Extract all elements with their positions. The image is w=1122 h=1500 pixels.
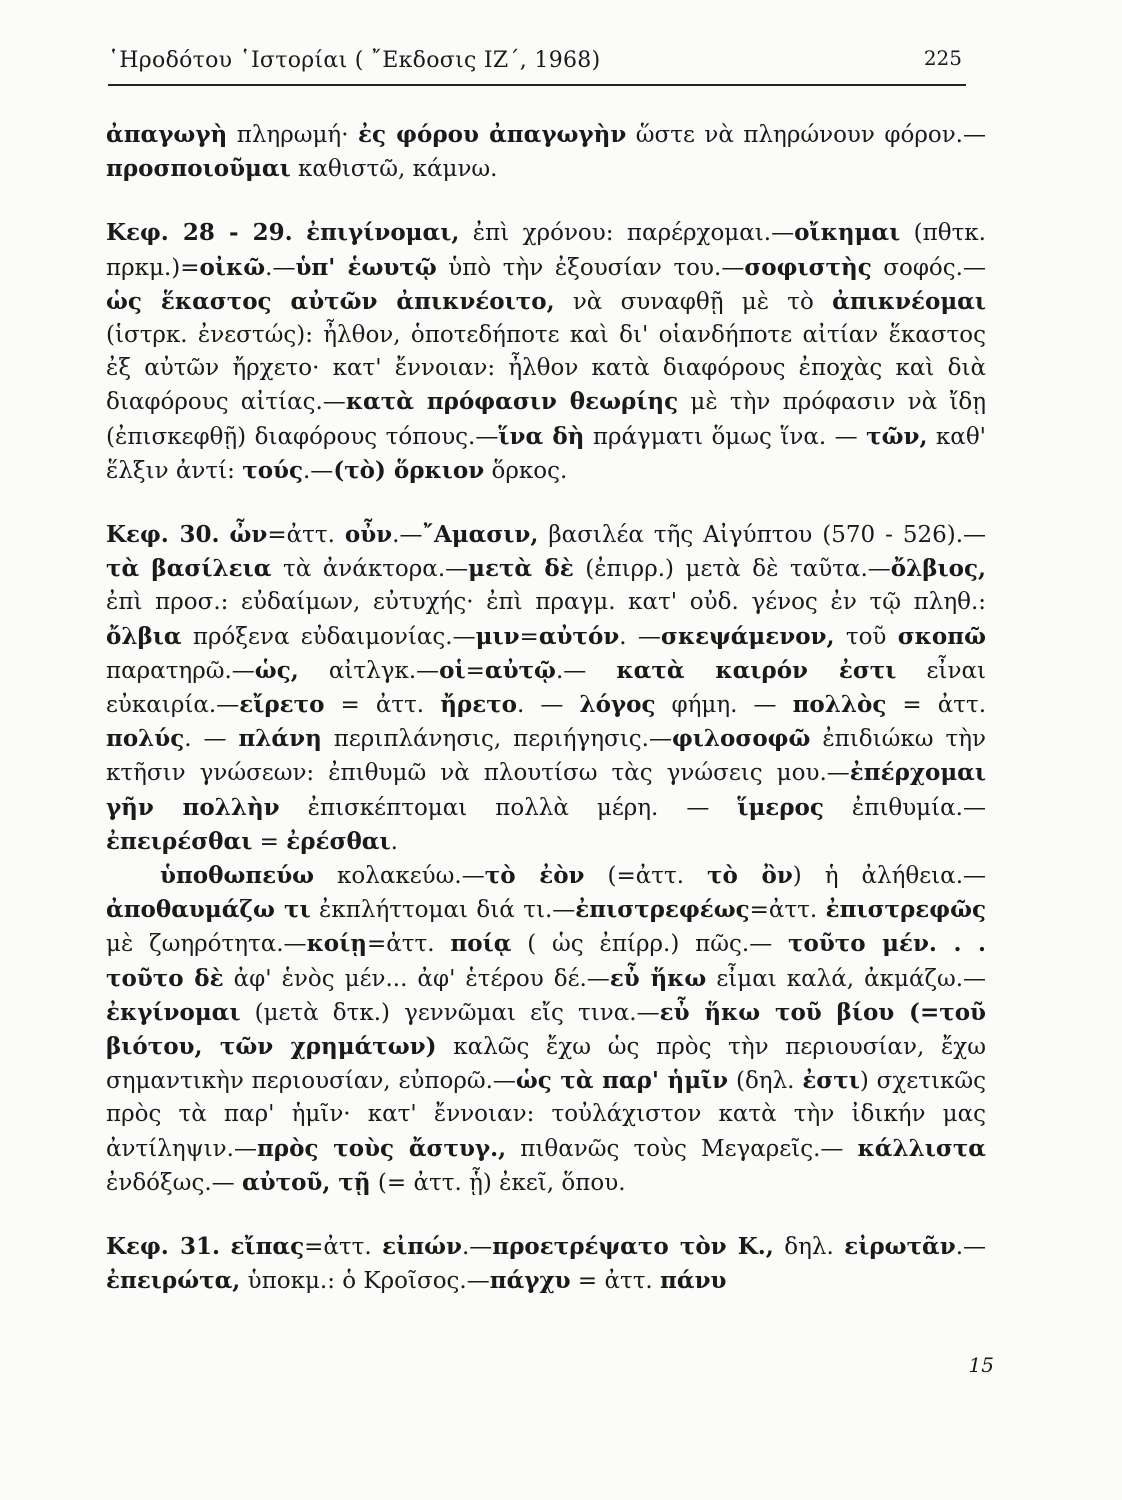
- gloss-text: =ἀττ.: [267, 522, 345, 549]
- running-title: ῾Ηροδότου ῾Ιστορίαι ( ῎Εκδοσις ΙΖ΄, 1968): [108, 48, 601, 73]
- headword: ἐπιγίνομαι,: [306, 219, 460, 247]
- headword: κατὰ καιρόν ἐστι: [616, 656, 897, 684]
- headword: ἐρέσθαι: [286, 827, 391, 855]
- gloss-text: [220, 1234, 230, 1260]
- gloss-text: .—: [555, 657, 617, 684]
- headword: αὐτῷ: [484, 656, 556, 684]
- gloss-text: τὰ ἀνάκτορα.—: [271, 556, 469, 583]
- headword: ῎Αμασιν,: [422, 521, 539, 549]
- headword: κατὰ πρόφασιν θεωρίης: [345, 388, 679, 416]
- gloss-text: ἐνδόξως.—: [106, 1169, 242, 1196]
- gloss-text: =ἀττ.: [749, 897, 826, 924]
- gloss-text: εἶναι εὐκαιρία.—: [106, 657, 986, 719]
- headword: τοῦτο μέν. . . τοῦτο δὲ: [106, 930, 986, 992]
- headword: σκοπῶ: [897, 622, 986, 650]
- gloss-text: κολακεύω.—: [314, 863, 485, 890]
- page-body: [106, 118, 986, 1299]
- headword: εἴρετο: [239, 691, 325, 719]
- glossary-paragraph: [106, 118, 986, 186]
- headword: πρὸς τοὺς ἄστυγ.,: [256, 1134, 507, 1162]
- gloss-text: ἐπισκέπτομαι πολλὰ μέρη. —: [279, 794, 738, 821]
- headword: ὑπ' ἑωυτῷ: [295, 253, 437, 281]
- gloss-text: ) ἡ ἀλήθεια.—: [792, 863, 987, 890]
- gloss-text: πρόξενα εὐδαιμονίας.—: [181, 623, 476, 650]
- gloss-text: μὲ ζωηρότητα.—: [106, 931, 307, 958]
- printer-signature-mark: 15: [968, 1353, 994, 1377]
- gloss-text: πράγματι ὅμως ἵνα. —: [584, 423, 867, 450]
- headword: Κεφ. 31.: [106, 1233, 220, 1261]
- headword: ἐπέρχομαι γῆν πολλὴν: [106, 759, 986, 821]
- headword: τὰ βασίλεια: [106, 555, 272, 583]
- gloss-text: πληρωμή·: [227, 122, 358, 148]
- headword: ὄλβιος,: [890, 555, 986, 583]
- headword: οἴκημαι: [794, 219, 901, 247]
- headword: εὖ ἥκω τοῦ βίου (=τοῦ βιότου, τῶν χρημάτων): [106, 998, 986, 1061]
- headword: προετρέψατο τὸν Κ.,: [492, 1233, 774, 1261]
- headword: κάλλιστα: [857, 1134, 987, 1162]
- running-header: [108, 44, 966, 86]
- headword: ἐπιστρεφέως: [575, 896, 750, 924]
- headword: τούς: [242, 456, 303, 484]
- headword: ὡς,: [254, 656, 299, 684]
- gloss-text: (μετὰ δτκ.) γεννῶμαι εἴς τινα.—: [240, 999, 660, 1026]
- headword: ποίᾳ: [450, 930, 512, 958]
- gloss-text: βασιλέα τῆς Αἰγύπτου (570 - 526).—: [538, 522, 987, 549]
- gloss-text: .: [390, 828, 398, 855]
- headword: πολύς: [106, 725, 185, 753]
- gloss-text: (= ἀττ. ᾗ) ἐκεῖ, ὅπου.: [370, 1169, 626, 1196]
- gloss-text: (πθτκ. πρκμ.)=: [106, 220, 986, 281]
- headword: αὐτόν: [538, 622, 620, 650]
- headword: σκεψάμενον,: [660, 622, 835, 650]
- gloss-text: καθ' ἕλξιν ἀντί:: [106, 423, 987, 484]
- headword: Κεφ. 30.: [106, 521, 220, 549]
- headword: ἀποθαυμάζω τι: [106, 896, 311, 924]
- headword: ὡς τὰ παρ' ἡμῖν: [515, 1067, 729, 1095]
- headword: κοίῃ: [306, 930, 367, 958]
- gloss-text: =: [519, 623, 539, 650]
- headword: οἰκῶ: [199, 253, 266, 281]
- gloss-text: ὑπὸ τὴν ἐξουσίαν του.—: [436, 254, 745, 281]
- headword: ἐστι: [802, 1067, 860, 1095]
- gloss-text: ἐκπλήττομαι διά τι.—: [310, 897, 576, 924]
- headword: αὐτοῦ, τῇ: [241, 1168, 371, 1196]
- headword: εἰρωτᾶν: [844, 1233, 956, 1261]
- headword: οὖν: [344, 521, 393, 549]
- headword: πάνυ: [660, 1267, 727, 1295]
- gloss-text: (δηλ.: [728, 1068, 803, 1095]
- headword: προσποιοῦμαι: [106, 155, 291, 183]
- gloss-text: εἶμαι καλά, ἀκμάζω.—: [706, 965, 987, 992]
- gloss-text: φήμη. —: [655, 692, 793, 719]
- gloss-text: ( ὡς ἐπίρρ.) πῶς.—: [511, 931, 789, 958]
- gloss-text: καθιστῶ, κάμνω.: [290, 156, 498, 183]
- headword: οἱ: [439, 656, 466, 684]
- gloss-text: σοφός.—: [871, 254, 986, 281]
- gloss-text: πιθανῶς τοὺς Μεγαρεῖς.—: [506, 1135, 858, 1162]
- headword: φιλοσοφῶ: [671, 725, 811, 753]
- headword: ἤρετο: [440, 691, 518, 719]
- gloss-text: ἐπὶ χρόνου: παρέρχομαι.—: [459, 220, 795, 247]
- gloss-text: καλῶς ἔχω ὡς πρὸς τὴν περιουσίαν, ἔχω σημαντικὴν περιουσίαν, εὐπορῶ.—: [106, 1034, 986, 1095]
- headword: ἐπειρώτα,: [106, 1267, 241, 1295]
- gloss-text: ἐπὶ προσ.: εὐδαίμων, εὐτυχής· ἐπὶ πραγμ. κατ' οὐδ. γένος ἐν τῷ πληθ.:: [106, 589, 986, 616]
- gloss-text: περιπλάνησις, περιήγησις.—: [321, 726, 672, 753]
- headword: εἴπας: [230, 1233, 305, 1261]
- gloss-text: ὅρκος.: [484, 457, 568, 484]
- headword: λόγος: [579, 691, 656, 719]
- headword: ἐς φόρου ἀπαγωγὴν: [358, 121, 627, 148]
- gloss-text: . —: [184, 726, 239, 753]
- gloss-text: τοῦ: [834, 623, 898, 650]
- gloss-text: (=ἀττ.: [584, 863, 707, 890]
- headword: ἀπικνέομαι: [832, 287, 986, 315]
- gloss-text: ) σχετικῶς πρὸς τὰ παρ' ἡμῖν· κατ' ἔννοιαν: τοὐλάχιστον κατὰ τὴν ἰδικήν μας ἀντίληψιν.—: [106, 1068, 986, 1162]
- headword: ἵμερος: [737, 793, 824, 821]
- headword: μετὰ δὲ: [468, 555, 574, 583]
- headword: πάγχυ: [489, 1267, 571, 1295]
- gloss-text: . —: [517, 692, 580, 719]
- gloss-text: νὰ συναφθῇ μὲ τὸ: [554, 288, 833, 315]
- gloss-text: =ἀττ.: [367, 931, 451, 958]
- headword: ὑποθωπεύω: [160, 862, 315, 890]
- headword: εὖ ἥκω: [609, 964, 707, 992]
- gloss-text: =ἀττ.: [304, 1234, 383, 1261]
- headword: ἐκγίνομαι: [106, 998, 241, 1026]
- gloss-text: παρατηρῶ.—: [106, 657, 255, 684]
- gloss-text: ἀφ' ἑνὸς μέν... ἀφ' ἑτέρου δέ.—: [223, 965, 610, 992]
- chapter-30-continuation-paragraph: [106, 859, 986, 1200]
- gloss-text: .—: [265, 254, 296, 281]
- headword: τὸ ὂν: [707, 862, 793, 890]
- headword: ἀπαγωγὴ: [106, 121, 228, 148]
- page-number: 225: [923, 46, 962, 70]
- gloss-text: μὲ τὴν πρόφασιν νὰ ἴδῃ (ἐπισκεφθῇ) διαφόρους τόπους.—: [106, 389, 986, 450]
- headword: τὸ ἐὸν: [484, 862, 585, 890]
- chapter-31-paragraph: [106, 1230, 986, 1298]
- headword: ἵνα δὴ: [498, 422, 585, 450]
- gloss-text: [293, 220, 306, 246]
- gloss-text: δηλ.: [773, 1234, 845, 1261]
- gloss-text: ὑποκμ.: ὁ Κροῖσος.—: [240, 1268, 490, 1295]
- headword: ἐπιστρεφῶς: [825, 896, 986, 924]
- headword: Κεφ. 28 - 29.: [106, 219, 293, 247]
- gloss-text: =: [252, 828, 287, 855]
- gloss-text: .—: [461, 1234, 493, 1261]
- gloss-text: = ἀττ.: [886, 692, 987, 719]
- headword: ὄλβια: [106, 622, 182, 650]
- headword: πλάνη: [238, 725, 322, 753]
- gloss-text: = ἀττ.: [324, 692, 441, 719]
- gloss-text: [219, 522, 229, 548]
- gloss-text: (ἱστρκ. ἐνεστώς): ἦλθον, ὁποτεδήποτε καὶ δι' οἱανδήποτε αἰτίαν ἕκαστος ἐξ αὐτῶν ἤρχετο· κατ' ἔννοιαν: ἦλθον κατὰ διαφόρους ἐποχὰς καὶ διὰ διαφόρους αἰτίας.—: [106, 322, 986, 416]
- chapter-28-29-paragraph: [106, 216, 986, 488]
- headword: ὦν: [229, 521, 268, 549]
- gloss-text: .—: [392, 522, 423, 549]
- gloss-text: αἰτλγκ.—: [298, 657, 440, 684]
- headword: ἐπειρέσθαι: [106, 827, 253, 855]
- headword: ὡς ἕκαστος αὐτῶν ἀπικνέοιτο,: [106, 287, 555, 315]
- headword: τῶν,: [866, 422, 928, 450]
- gloss-text: ὥστε νὰ πληρώνουν φόρον.—: [626, 122, 986, 148]
- gloss-text: = ἀττ.: [570, 1268, 661, 1295]
- gloss-text: =: [465, 657, 485, 684]
- chapter-30-paragraph: [106, 518, 986, 859]
- gloss-text: . —: [619, 623, 661, 650]
- gloss-text: (ἐπιρρ.) μετὰ δὲ ταῦτα.—: [573, 556, 891, 583]
- headword: μιν: [475, 622, 520, 650]
- gloss-text: ἐπιθυμία.—: [823, 794, 986, 821]
- headword: εἰπών: [382, 1233, 462, 1261]
- headword: πολλὸς: [792, 691, 887, 719]
- gloss-text: ἐπιδιώκω τὴν κτῆσιν γνώσεων: ἐπιθυμῶ νὰ πλουτίσω τὰς γνώσεις μου.—: [106, 726, 986, 787]
- gloss-text: .—: [303, 457, 334, 484]
- headword: σοφιστὴς: [744, 253, 872, 281]
- gloss-text: .—: [955, 1234, 987, 1261]
- headword: (τὸ) ὅρκιον: [333, 456, 485, 484]
